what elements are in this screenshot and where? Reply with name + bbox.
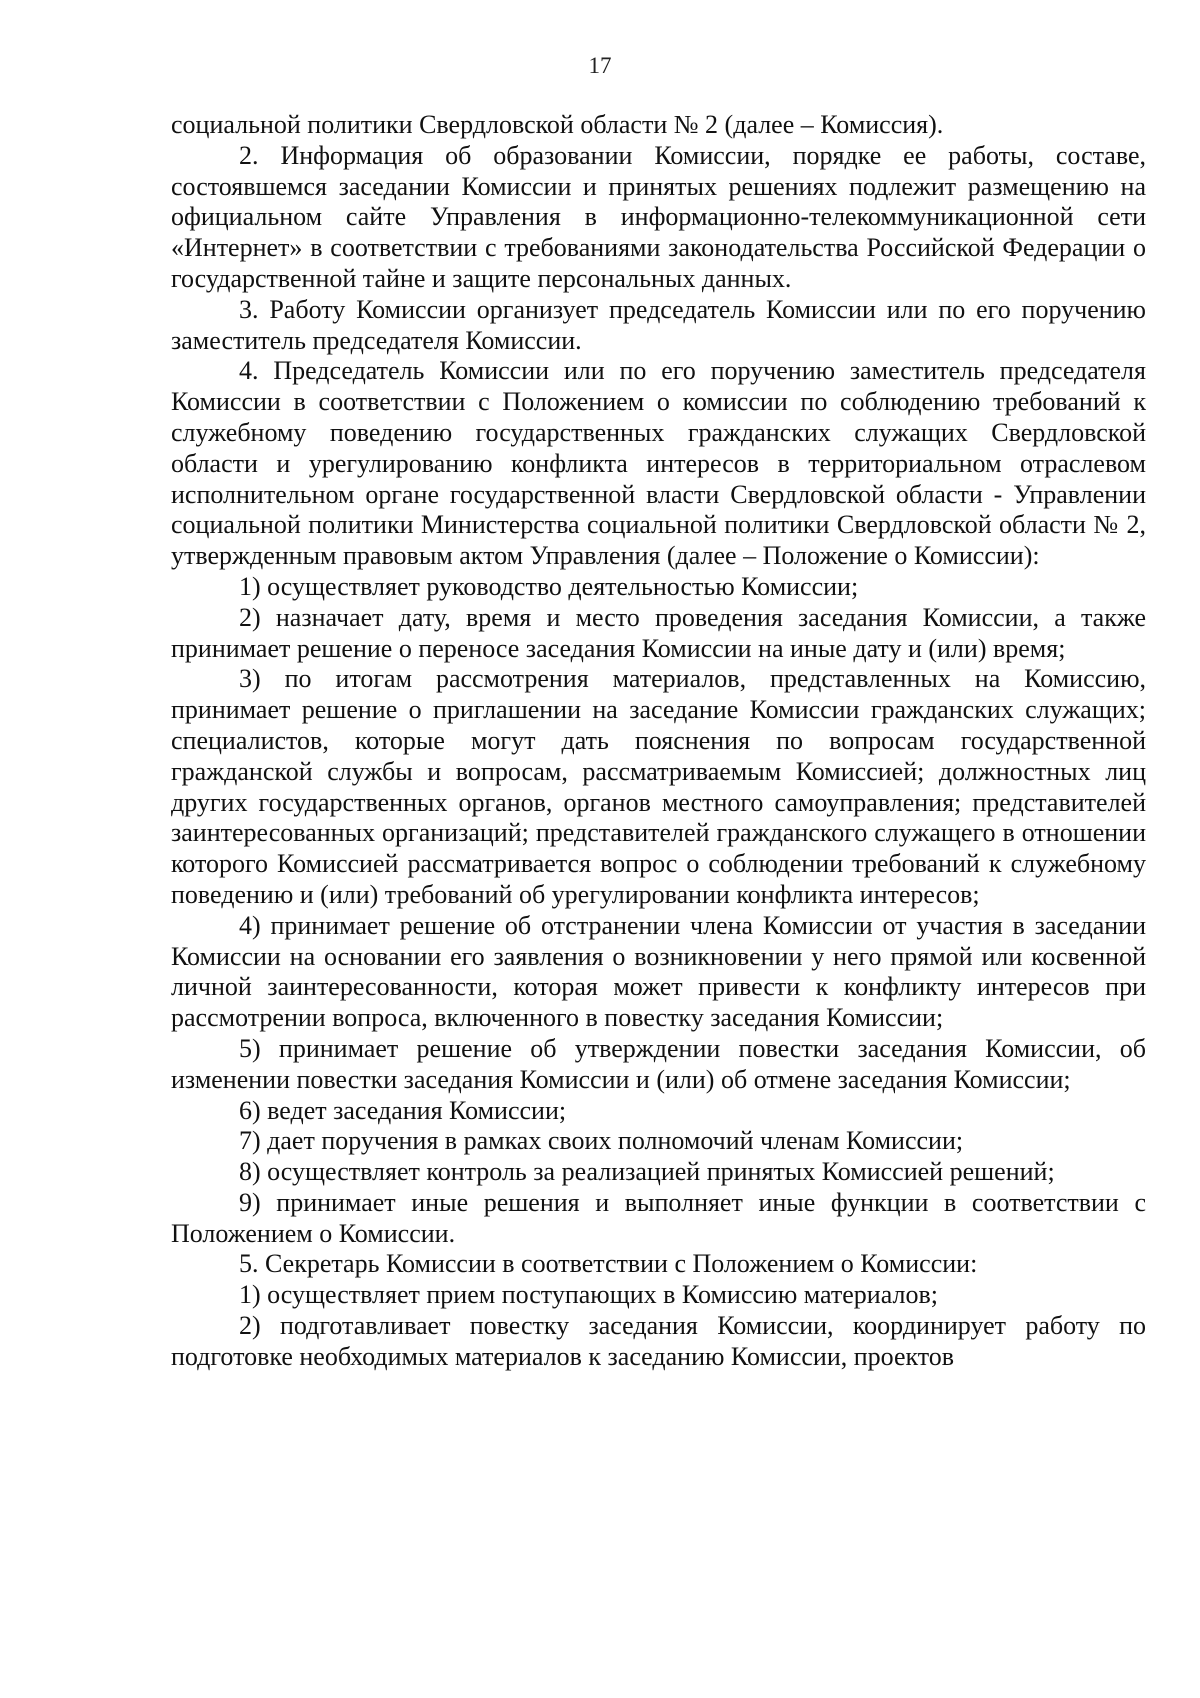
paragraph-2: 2. Информация об образовании Комиссии, порядке ее работы, составе, состоявшемся заседании Комиссии и принятых решениях подлежит размещению на официальном сайте Управления в информационно-телекоммуникационной сети «Интернет» в соответствии с требованиями законодательства Российской Федерации о государственной тайне и защите персональных данных.: [171, 140, 1146, 293]
document-body: [171, 110, 1146, 1373]
paragraph-5: 1) осуществляет руководство деятельностью Комиссии;: [239, 571, 859, 601]
paragraph-10: 6) ведет заседания Комиссии;: [239, 1095, 567, 1125]
paragraph-1: социальной политики Свердловской области № 2 (далее – Комиссия).: [171, 110, 944, 139]
paragraph-8: 4) принимает решение об отстранении члена Комиссии от участия в заседании Комиссии на основании его заявления о возникновении у него прямой или косвенной личной заинтересованности, которая может привести к конфликту интересов при рассмотрении вопроса, включенного в повестку заседания Комиссии;: [171, 910, 1146, 1033]
paragraph-3: 3. Работу Комиссии организует председатель Комиссии или по его поручению заместитель председателя Комиссии.: [171, 294, 1146, 355]
paragraph-7: 3) по итогам рассмотрения материалов, представленных на Комиссию, принимает решение о приглашении на заседание Комиссии гражданских служащих; специалистов, которые могут дать пояснения по вопросам государственной гражданской службы и вопросам, рассматриваемым Комиссией; должностных лиц других государственных органов, органов местного самоуправления; представителей заинтересованных организаций; представителей гражданского служащего в отношении которого Комиссией рассматривается вопрос о соблюдении требований к служебному поведению и (или) требований об урегулировании конфликта интересов;: [171, 664, 1146, 909]
paragraph-15: 1) осуществляет прием поступающих в Комиссию материалов;: [239, 1280, 938, 1310]
paragraph-6: 2) назначает дату, время и место проведения заседания Комиссии, а также принимает решение о переносе заседания Комиссии на иные дату и (или) время;: [171, 602, 1146, 663]
paragraph-12: 8) осуществляет контроль за реализацией принятых Комиссией решений;: [239, 1157, 1055, 1187]
paragraph-9: 5) принимает решение об утверждении повестки заседания Комиссии, об изменении повестки заседания Комиссии и (или) об отмене заседания Комиссии;: [171, 1033, 1146, 1094]
paragraph-16: 2) подготавливает повестку заседания Комиссии, координирует работу по подготовке необходимых материалов к заседанию Комиссии, проектов: [171, 1311, 1146, 1371]
paragraph-11: 7) дает поручения в рамках своих полномочий членам Комиссии;: [239, 1126, 964, 1156]
page-number: 17: [588, 53, 612, 78]
paragraph-4: 4. Председатель Комиссии или по его поручению заместитель председателя Комиссии в соответствии с Положением о комиссии по соблюдению требований к служебному поведению государственных гражданских служащих Свердловской области и урегулированию конфликта интересов в территориальном отраслевом исполнительном органе государственной власти Свердловской области - Управлении социальной политики Министерства социальной политики Свердловской области № 2, утвержденным правовым актом Управления (далее – Положение о Комиссии):: [171, 356, 1146, 571]
paragraph-13: 9) принимает иные решения и выполняет иные функции в соответствии с Положением о Комиссии.: [171, 1187, 1146, 1248]
paragraph-14: 5. Секретарь Комиссии в соответствии с Положением о Комиссии:: [239, 1249, 978, 1279]
